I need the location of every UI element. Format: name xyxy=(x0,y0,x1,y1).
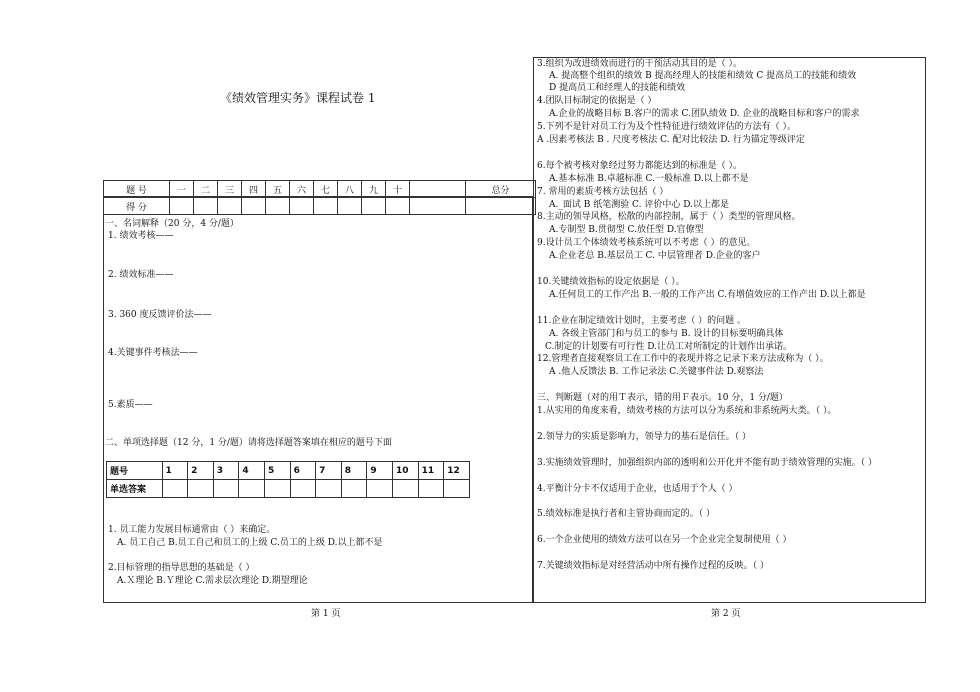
right-line: 11.企业在制定绩效计划时，主要考虑（ ）的问题 。 xyxy=(537,316,747,326)
page-number-right: 第 2 页 xyxy=(711,609,741,619)
term-item: 1. 绩效考核—— xyxy=(108,231,174,241)
score-cell[interactable] xyxy=(266,198,290,215)
right-line: 8.主动的领导风格，松散的内部控制，属于（ ）类型的管理风格。 xyxy=(537,212,801,222)
term-item: 4.关键事件考核法—— xyxy=(108,348,198,358)
answer-num: 1 xyxy=(162,462,188,480)
score-col: 三 xyxy=(218,181,242,198)
judge-item: 3.实施绩效管理时，加强组织内部的透明和公开化并不能有助于绩效管理的实施。（ ） xyxy=(537,458,877,468)
question-option: A.Ｘ理论 B.Ｙ理论 C.需求层次理论 D.期望理论 xyxy=(117,576,308,586)
score-cell[interactable] xyxy=(386,198,410,215)
judge-item: 4.平衡计分卡不仅适用于企业，也适用于个人（ ） xyxy=(537,484,738,494)
answer-cell[interactable] xyxy=(418,480,444,498)
answer-num: 6 xyxy=(290,462,316,480)
judge-item: 2.领导力的实质是影响力，领导力的基石是信任。（ ） xyxy=(537,432,751,442)
answer-num: 9 xyxy=(367,462,393,480)
page-title: 《绩效管理实务》课程试卷 1 xyxy=(220,91,376,105)
answer-num: 7 xyxy=(316,462,342,480)
right-line: A.任何员工的工作产出 B.一般的工作产出 C.有增值效应的工作产出 D.以上都是 xyxy=(549,290,866,300)
answer-cell[interactable] xyxy=(444,480,470,498)
judge-item: 7.关键绩效指标是对经营活动中所有操作过程的反映。（ ） xyxy=(537,561,769,571)
score-col: 一 xyxy=(170,181,194,198)
answer-cell[interactable] xyxy=(316,480,342,498)
answer-num: 8 xyxy=(341,462,367,480)
right-line: A.专制型 B.贯彻型 C.放任型 D.官僚型 xyxy=(549,225,704,235)
answer-num: 3 xyxy=(213,462,239,480)
answer-row-values xyxy=(107,480,470,498)
question-option: A. 员工自己 B.员工自己和员工的上级 C.员工的上级 D.以上都不是 xyxy=(117,538,383,548)
score-cell[interactable] xyxy=(338,198,362,215)
answer-num: 4 xyxy=(239,462,265,480)
answer-cell[interactable] xyxy=(290,480,316,498)
answer-table xyxy=(106,461,470,498)
score-cell[interactable] xyxy=(194,198,218,215)
score-col: 六 xyxy=(290,181,314,198)
score-row-values xyxy=(104,198,536,215)
score-col: 二 xyxy=(194,181,218,198)
score-cell[interactable] xyxy=(170,198,194,215)
right-line: D 提高员工和经理人的技能和绩效 xyxy=(549,83,686,93)
right-line: A.企业老总 B.基层员工 C. 中层管理者 D.企业的客户 xyxy=(549,251,761,261)
right-line: 10.关键绩效指标的设定依据是（ ）。 xyxy=(537,277,685,287)
score-col: 十 xyxy=(386,181,410,198)
score-cell[interactable] xyxy=(242,198,266,215)
judge-item: 5.绩效标准是执行者和主管协商而定的。（ ） xyxy=(537,509,715,519)
score-col: 四 xyxy=(242,181,266,198)
score-row-label: 题 号 xyxy=(104,181,170,198)
right-line: 4.团队目标制定的依据是（ ） xyxy=(537,96,657,106)
right-line: 3.组织为改进绩效而进行的干预活动其目的是（ ）。 xyxy=(537,59,742,69)
score-col-total: 总分 xyxy=(466,181,536,198)
answer-cell[interactable] xyxy=(239,480,265,498)
score-col: 九 xyxy=(362,181,386,198)
score-table xyxy=(103,180,536,215)
answer-cell[interactable] xyxy=(213,480,239,498)
answer-cell[interactable] xyxy=(264,480,290,498)
answer-cell[interactable] xyxy=(393,480,419,498)
answer-num: 2 xyxy=(188,462,214,480)
right-line: 5.下列不是针对员工行为及个性特征进行绩效评估的方法有（ ）。 xyxy=(537,122,796,132)
term-item: 5.素质—— xyxy=(108,400,153,410)
right-line: A .他人反馈法 B. 工作记录法 C.关键事件法 D.观察法 xyxy=(549,367,764,377)
score-col: 七 xyxy=(314,181,338,198)
right-line: 6.每个被考核对象经过努力都能达到的标准是（ ）。 xyxy=(537,161,742,171)
right-line: 9.设计员工个体绩效考核系统可以不考虑（ ）的意见。 xyxy=(537,238,756,248)
right-line: 12.管理者直接观察员工在工作中的表现并将之记录下来方法成称为（ ）。 xyxy=(537,354,829,364)
right-line: A.基本标准 B.卓越标准 C.一般标准 D.以上都不是 xyxy=(549,174,749,184)
right-line: A. 各级主管部门和与员工的参与 B. 设计的目标要明确具体 xyxy=(549,329,784,339)
question-line: 2.目标管理的指导思想的基础是（ ） xyxy=(108,563,255,573)
answer-num: 11 xyxy=(418,462,444,480)
answer-num: 12 xyxy=(444,462,470,480)
answer-num: 5 xyxy=(264,462,290,480)
judge-item: 1.从实用的角度来看，绩效考核的方法可以分为系统和非系统两大类。（ ）。 xyxy=(537,406,837,416)
term-item: 2. 绩效标准—— xyxy=(108,270,174,280)
section1-heading: 一、名词解释（20 分，4 分/题） xyxy=(105,219,239,229)
section3-heading: 三、判断题（对的用Ｔ表示，错的用Ｆ表示。10 分，1 分/题） xyxy=(537,393,788,403)
score-row-numbers xyxy=(104,181,536,198)
right-line: A._面试 B 纸笔测验 C. 评价中心 D.以上都是 xyxy=(549,200,729,210)
section2-heading: 二、单项选择题（12 分，1 分/题）请将选择题答案填在相应的题号下面 xyxy=(105,438,392,448)
right-line: 7. 常用的素质考核方法包括（ ） xyxy=(537,187,669,197)
answer-row-label: 单选答案 xyxy=(107,480,163,498)
answer-cell[interactable] xyxy=(341,480,367,498)
answer-head-label: 题号 xyxy=(107,462,163,480)
right-line: A .因素考核法 B . 尺度考核法 C. 配对比较法 D. 行为锚定等级评定 xyxy=(537,135,805,145)
score-cell[interactable] xyxy=(362,198,386,215)
judge-item: 6.一个企业使用的绩效方法可以在另一个企业完全复制使用（ ） xyxy=(537,535,792,545)
question-line: 1. 员工能力发展目标通常由（ ）来确定。 xyxy=(108,525,276,535)
score-cell[interactable] xyxy=(314,198,338,215)
score-cell[interactable] xyxy=(218,198,242,215)
answer-row-numbers xyxy=(107,462,470,480)
right-line: A.企业的战略目标 B.客户的需求 C.团队绩效 D. 企业的战略目标和客户的需求 xyxy=(549,109,860,119)
score-col: 八 xyxy=(338,181,362,198)
answer-cell[interactable] xyxy=(188,480,214,498)
answer-num: 10 xyxy=(393,462,419,480)
score-row-label: 得 分 xyxy=(104,198,170,215)
score-col: 五 xyxy=(266,181,290,198)
score-cell[interactable] xyxy=(466,198,536,215)
term-item: 3. 360 度反馈评价法—— xyxy=(108,310,212,320)
answer-cell[interactable] xyxy=(162,480,188,498)
score-col xyxy=(410,181,466,198)
score-cell[interactable] xyxy=(290,198,314,215)
page-number-left: 第 1 页 xyxy=(311,609,341,619)
score-cell[interactable] xyxy=(410,198,466,215)
right-line: C.制定的计划要有可行性 D.让员工对所制定的计划作出承诺。 xyxy=(545,342,793,352)
answer-cell[interactable] xyxy=(367,480,393,498)
right-line: A. 提高整个组织的绩效 B 提高经理人的技能和绩效 C 提高员工的技能和绩效 xyxy=(549,71,857,81)
